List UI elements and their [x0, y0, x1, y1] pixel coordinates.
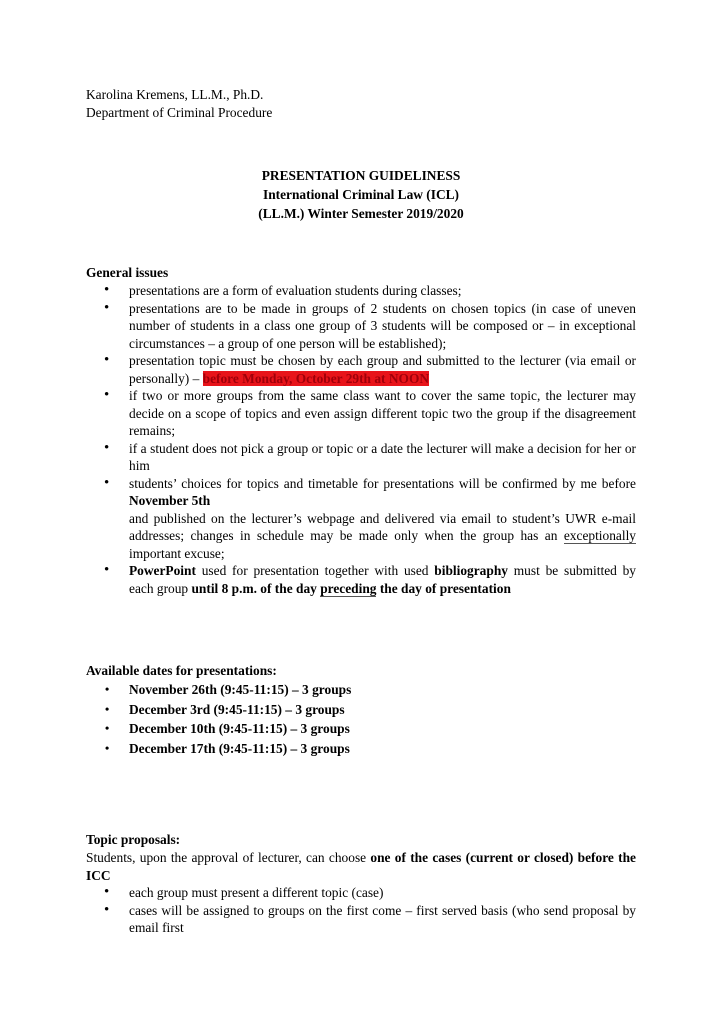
list-item: • cases will be assigned to groups on the first come – first served basis (who send proposal by email first: [104, 901, 636, 935]
list-item: • if two or more groups from the same class want to cover the same topic, the lecturer may decide on a scope of topics and even assign different topic two the group if the disagreement remains;: [104, 387, 636, 438]
title-line-3: (LL.M.) Winter Semester 2019/2020: [258, 206, 464, 221]
list-item: • December 3rd (9:45-11:15) – 3 groups: [86, 700, 636, 720]
list-item: • presentations are to be made in groups of 2 students on chosen topics (in case of uneven number of students in a class one group of 3 students will be composed or – in exceptional circumstances – a group of one person will be established);: [104, 299, 636, 351]
bullet-icon: •: [105, 701, 110, 716]
author-block: [86, 86, 636, 121]
confirmation-date: November 5th: [129, 493, 211, 508]
list-item: • December 17th (9:45-11:15) – 3 groups: [86, 739, 636, 759]
topics-heading: Topic proposals:: [86, 832, 181, 847]
bullet-icon: •: [104, 282, 110, 298]
author-department: Department of Criminal Procedure: [86, 104, 273, 120]
title-line-1: PRESENTATION GUIDELINESS: [261, 168, 461, 183]
dates-list: [86, 680, 636, 758]
bullet-icon: •: [104, 474, 110, 491]
bullet-icon: •: [104, 901, 110, 918]
list-item: • presentation topic must be chosen by each group and submitted to the lecturer (via email or personally) – before Monday, October 29th at NOON: [104, 352, 636, 386]
general-issues-heading: General issues: [86, 265, 169, 280]
bullet-icon: •: [104, 299, 110, 316]
list-item: • students’ choices for topics and timetable for presentations will be confirmed by me before November 5th and published on the lecturer’s webpage and delivered via email to student’s UWR e-mail addresses; changes in schedule may be made only when the group has an exceptionally important excuse;: [104, 474, 636, 561]
topics-list: [86, 884, 636, 937]
bullet-icon: •: [105, 721, 110, 735]
author-name: Karolina Kremens, LL.M., Ph.D.: [86, 87, 264, 102]
bullet-icon: •: [104, 387, 110, 403]
dates-heading: Available dates for presentations:: [86, 663, 277, 678]
list-item: • December 10th (9:45-11:15) – 3 groups: [86, 719, 636, 739]
list-item: • if a student does not pick a group or topic or a date the lecturer will make a decision for her or him: [104, 439, 636, 473]
bullet-icon: •: [104, 439, 110, 456]
bullet-icon: •: [104, 562, 110, 578]
title-line-2: International Criminal Law (ICL): [262, 187, 460, 202]
topics-intro: Students, upon the approval of lecturer, can choose one of the cases (current or closed) before the ICC: [86, 850, 636, 883]
bullet-icon: •: [105, 682, 110, 696]
bullet-icon: •: [104, 352, 110, 368]
bullet-icon: •: [104, 884, 110, 900]
list-item: • PowerPoint used for presentation together with used bibliography must be submitted by each group until 8 p.m. of the day preceding the day of presentation: [104, 562, 637, 596]
document-page: [86, 86, 636, 937]
deadline-highlight: before Monday, October 29th at NOON: [202, 370, 430, 386]
document-title: [86, 166, 636, 223]
list-item: • presentations are a form of evaluation students during classes;: [104, 282, 462, 298]
general-issues-list: [86, 282, 636, 597]
list-item: • each group must present a different topic (case): [104, 884, 384, 900]
list-item: • November 26th (9:45-11:15) – 3 groups: [86, 680, 636, 700]
bullet-icon: •: [105, 740, 110, 755]
